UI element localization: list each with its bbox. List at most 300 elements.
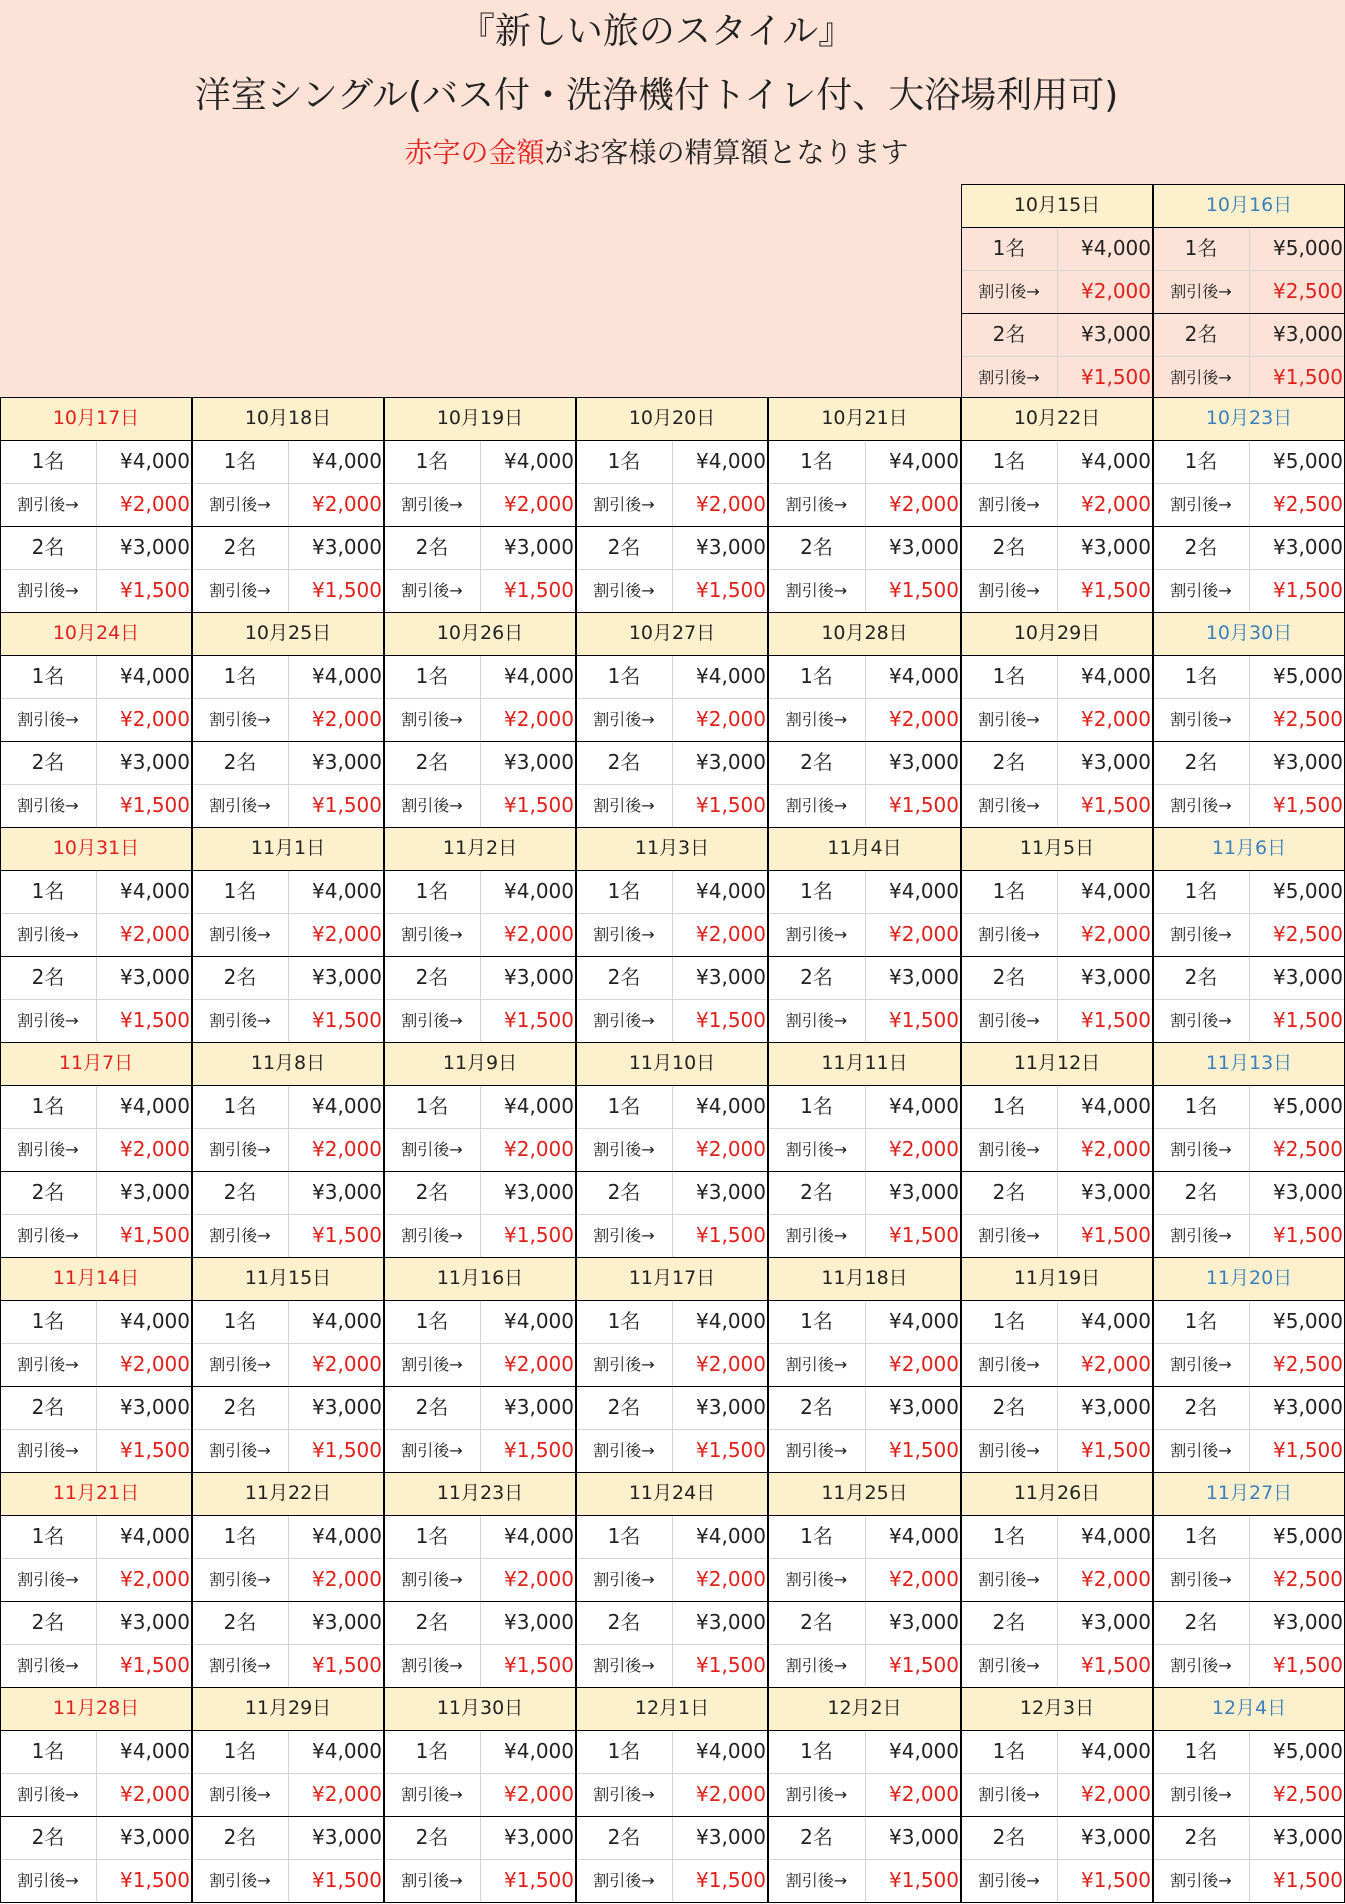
day-border-left [0, 1257, 1, 1472]
one-person-discount-price: ¥2,000 [696, 707, 766, 731]
one-person-discount-price: ¥2,000 [312, 922, 382, 946]
one-person-label: 1名 [1184, 1094, 1218, 1118]
one-person-discount-label: 割引後→ [593, 1785, 655, 1804]
cell-divider [96, 1644, 97, 1687]
date-cell: 10月30日 [1153, 612, 1345, 655]
two-persons-label: 2名 [415, 1180, 449, 1204]
cell-divider [480, 1558, 481, 1601]
one-person-label: 1名 [992, 236, 1026, 260]
row-divider [1153, 313, 1345, 314]
cell-divider [288, 1859, 289, 1902]
row-divider-light [961, 483, 1153, 484]
cell-divider [1249, 1214, 1250, 1257]
cell-divider [480, 440, 481, 483]
cell-divider [1057, 1085, 1058, 1128]
date-cell: 11月30日 [384, 1687, 576, 1730]
row-divider-light [961, 1429, 1153, 1430]
row-divider [768, 956, 961, 957]
one-person-discount-price: ¥2,000 [120, 1137, 190, 1161]
day-border-top [384, 827, 576, 828]
two-persons-label: 2名 [992, 750, 1026, 774]
day-border-top [961, 1042, 1153, 1043]
two-persons-discount-label: 割引後→ [209, 1441, 271, 1460]
one-person-price: ¥4,000 [120, 1739, 190, 1763]
row-divider-light [384, 569, 576, 570]
two-persons-discount-price: ¥1,500 [312, 1868, 382, 1892]
one-person-discount-price: ¥2,000 [312, 1137, 382, 1161]
cell-divider [1057, 1773, 1058, 1816]
cell-divider [288, 956, 289, 999]
day-border-left [1153, 827, 1154, 1042]
one-person-label: 1名 [415, 1739, 449, 1763]
two-persons-price: ¥3,000 [1273, 750, 1343, 774]
day-border-left [961, 1687, 962, 1902]
two-persons-label: 2名 [1184, 322, 1218, 346]
date-cell: 12月3日 [961, 1687, 1153, 1730]
two-persons-discount-label: 割引後→ [785, 1441, 848, 1460]
cell-divider [672, 1558, 673, 1601]
day-border-left [384, 612, 385, 827]
date-cell: 11月5日 [961, 827, 1153, 870]
one-person-discount-label: 割引後→ [17, 1140, 79, 1159]
row-divider [768, 655, 961, 656]
one-person-discount-label: 割引後→ [593, 495, 655, 514]
two-persons-discount-price: ¥1,500 [696, 578, 766, 602]
cell-divider [96, 913, 97, 956]
two-persons-price: ¥3,000 [696, 750, 766, 774]
one-person-price: ¥4,000 [504, 879, 574, 903]
row-divider [1153, 1816, 1345, 1817]
one-person-price: ¥4,000 [889, 1739, 959, 1763]
two-persons-price: ¥3,000 [120, 1395, 190, 1419]
one-person-discount-price: ¥2,000 [504, 1782, 574, 1806]
two-persons-price: ¥3,000 [312, 1395, 382, 1419]
cell-divider [865, 870, 866, 913]
one-person-label: 1名 [607, 1094, 641, 1118]
row-divider-light [192, 1644, 384, 1645]
day-border-left [576, 1687, 577, 1902]
one-person-discount-label: 割引後→ [1170, 1785, 1232, 1804]
day-border-left [0, 1042, 1, 1257]
row-divider-light [961, 356, 1153, 357]
row-divider [576, 1386, 768, 1387]
one-person-discount-price: ¥2,000 [504, 1567, 574, 1591]
day-border-top [768, 1687, 961, 1688]
cell-divider [480, 526, 481, 569]
two-persons-label: 2名 [800, 1395, 833, 1419]
cell-divider [96, 870, 97, 913]
one-person-price: ¥4,000 [889, 664, 959, 688]
row-divider-light [768, 1644, 961, 1645]
cell-divider [865, 956, 866, 999]
cell-divider [288, 1300, 289, 1343]
one-person-label: 1名 [223, 879, 257, 903]
two-persons-discount-label: 割引後→ [17, 1226, 79, 1245]
two-persons-price: ¥3,000 [504, 965, 574, 989]
day-border-top [0, 612, 192, 613]
cell-divider [480, 870, 481, 913]
row-divider [961, 1386, 1153, 1387]
one-person-price: ¥4,000 [312, 879, 382, 903]
cell-divider [672, 1859, 673, 1902]
two-persons-price: ¥3,000 [312, 1180, 382, 1204]
row-divider-light [1153, 1644, 1345, 1645]
cell-divider [1249, 1343, 1250, 1386]
cell-divider [96, 1343, 97, 1386]
one-person-price: ¥4,000 [504, 664, 574, 688]
day-border-top [961, 184, 1153, 185]
cell-divider [480, 698, 481, 741]
cell-divider [480, 483, 481, 526]
one-person-discount-label: 割引後→ [978, 1140, 1040, 1159]
day-border-top [961, 397, 1153, 398]
row-divider-light [576, 569, 768, 570]
two-persons-discount-price: ¥1,500 [1273, 1008, 1343, 1032]
one-person-discount-label: 割引後→ [209, 1785, 271, 1804]
row-divider-light [384, 1214, 576, 1215]
cell-divider [1249, 1773, 1250, 1816]
cell-divider [96, 655, 97, 698]
row-divider-light [384, 1429, 576, 1430]
row-divider-light [384, 999, 576, 1000]
day-border-left [0, 612, 1, 827]
two-persons-discount-label: 割引後→ [17, 1656, 79, 1675]
cell-divider [672, 1644, 673, 1687]
date-cell: 11月21日 [0, 1472, 192, 1515]
date-cell: 10月20日 [576, 397, 768, 440]
cell-divider [1057, 270, 1058, 313]
one-person-discount-label: 割引後→ [978, 1355, 1040, 1374]
one-person-label: 1名 [415, 879, 449, 903]
two-persons-price: ¥3,000 [120, 1180, 190, 1204]
one-person-price: ¥5,000 [1273, 1094, 1343, 1118]
row-divider-light [192, 483, 384, 484]
row-divider-light [768, 1859, 961, 1860]
row-divider-light [1153, 483, 1345, 484]
cell-divider [288, 698, 289, 741]
cell-divider [480, 1300, 481, 1343]
one-person-discount-label: 割引後→ [17, 710, 79, 729]
cell-divider [672, 440, 673, 483]
row-divider [576, 870, 768, 871]
one-person-price: ¥4,000 [889, 1094, 959, 1118]
cell-divider [1249, 313, 1250, 356]
two-persons-discount-label: 割引後→ [401, 1441, 463, 1460]
two-persons-label: 2名 [607, 1610, 641, 1634]
cell-divider [1249, 1171, 1250, 1214]
row-divider-light [768, 483, 961, 484]
two-persons-discount-price: ¥1,500 [504, 578, 574, 602]
cell-divider [288, 1816, 289, 1859]
cell-divider [1249, 1644, 1250, 1687]
one-person-price: ¥4,000 [504, 449, 574, 473]
one-person-discount-label: 割引後→ [785, 1355, 848, 1374]
day-border-top [961, 827, 1153, 828]
cell-divider [288, 1558, 289, 1601]
one-person-price: ¥4,000 [504, 1309, 574, 1333]
cell-divider [1057, 569, 1058, 612]
one-person-price: ¥4,000 [889, 1524, 959, 1548]
two-persons-discount-price: ¥1,500 [696, 793, 766, 817]
day-border-top [1153, 184, 1345, 185]
one-person-discount-price: ¥2,000 [1081, 279, 1151, 303]
cell-divider [480, 913, 481, 956]
one-person-discount-price: ¥2,000 [889, 492, 959, 516]
one-person-price: ¥5,000 [1273, 449, 1343, 473]
row-divider-light [384, 1859, 576, 1860]
one-person-label: 1名 [31, 1094, 65, 1118]
two-persons-price: ¥3,000 [889, 1395, 959, 1419]
two-persons-discount-price: ¥1,500 [889, 1008, 959, 1032]
day-border-left [1153, 397, 1154, 612]
one-person-price: ¥5,000 [1273, 664, 1343, 688]
cell-divider [480, 1386, 481, 1429]
cell-divider [1057, 1386, 1058, 1429]
row-divider-light [1153, 1773, 1345, 1774]
date-cell: 11月16日 [384, 1257, 576, 1300]
two-persons-price: ¥3,000 [1081, 965, 1151, 989]
two-persons-label: 2名 [992, 322, 1026, 346]
cell-divider [1249, 698, 1250, 741]
one-person-discount-price: ¥2,000 [889, 707, 959, 731]
one-person-discount-price: ¥2,500 [1273, 279, 1343, 303]
row-divider [961, 741, 1153, 742]
one-person-discount-price: ¥2,000 [696, 1782, 766, 1806]
row-divider-light [576, 1644, 768, 1645]
day-border-left [961, 612, 962, 827]
two-persons-discount-price: ¥1,500 [312, 578, 382, 602]
two-persons-price: ¥3,000 [312, 1610, 382, 1634]
cell-divider [1249, 270, 1250, 313]
date-cell: 11月3日 [576, 827, 768, 870]
row-divider-light [576, 698, 768, 699]
date-cell: 11月23日 [384, 1472, 576, 1515]
day-border-bottom [384, 1902, 576, 1903]
row-divider [961, 956, 1153, 957]
cell-divider [96, 1816, 97, 1859]
cell-divider [1057, 870, 1058, 913]
date-cell: 11月20日 [1153, 1257, 1345, 1300]
day-border-bottom [961, 1902, 1153, 1903]
row-divider [0, 526, 192, 527]
cell-divider [96, 1386, 97, 1429]
one-person-label: 1名 [415, 1094, 449, 1118]
row-divider [961, 1085, 1153, 1086]
cell-divider [1057, 999, 1058, 1042]
one-person-label: 1名 [1184, 1739, 1218, 1763]
one-person-label: 1名 [800, 1739, 833, 1763]
two-persons-discount-price: ¥1,500 [1081, 1223, 1151, 1247]
one-person-label: 1名 [1184, 879, 1218, 903]
cell-divider [1249, 870, 1250, 913]
two-persons-discount-label: 割引後→ [593, 1011, 655, 1030]
date-cell: 10月19日 [384, 397, 576, 440]
date-cell: 10月16日 [1153, 184, 1345, 227]
one-person-discount-label: 割引後→ [978, 1570, 1040, 1589]
two-persons-discount-price: ¥1,500 [504, 793, 574, 817]
two-persons-discount-price: ¥1,500 [120, 1223, 190, 1247]
one-person-discount-price: ¥2,000 [1081, 1352, 1151, 1376]
cell-divider [1057, 356, 1058, 399]
day-border-left [192, 612, 193, 827]
day-border-top [384, 1257, 576, 1258]
day-border-top [768, 397, 961, 398]
row-divider [576, 1171, 768, 1172]
one-person-label: 1名 [992, 664, 1026, 688]
day-border-top [768, 1257, 961, 1258]
two-persons-discount-label: 割引後→ [593, 1441, 655, 1460]
two-persons-discount-label: 割引後→ [978, 1226, 1040, 1245]
row-divider-light [768, 1558, 961, 1559]
date-cell: 11月8日 [192, 1042, 384, 1085]
one-person-discount-label: 割引後→ [978, 1785, 1040, 1804]
cell-divider [1057, 1300, 1058, 1343]
two-persons-discount-label: 割引後→ [978, 1871, 1040, 1890]
date-cell: 10月28日 [768, 612, 961, 655]
two-persons-discount-label: 割引後→ [1170, 1441, 1232, 1460]
day-border-bottom [192, 1902, 384, 1903]
one-person-label: 1名 [992, 1524, 1026, 1548]
cell-divider [865, 1171, 866, 1214]
one-person-discount-price: ¥2,000 [889, 1352, 959, 1376]
cell-divider [672, 1515, 673, 1558]
row-divider [576, 655, 768, 656]
one-person-label: 1名 [223, 664, 257, 688]
date-cell: 10月21日 [768, 397, 961, 440]
one-person-discount-label: 割引後→ [17, 1785, 79, 1804]
day-border-left [192, 1472, 193, 1687]
two-persons-discount-label: 割引後→ [978, 1656, 1040, 1675]
two-persons-discount-price: ¥1,500 [504, 1868, 574, 1892]
cell-divider [865, 569, 866, 612]
two-persons-label: 2名 [992, 1825, 1026, 1849]
day-border-top [0, 1472, 192, 1473]
cell-divider [865, 655, 866, 698]
one-person-discount-label: 割引後→ [978, 925, 1040, 944]
cell-divider [288, 1601, 289, 1644]
day-border-top [961, 1472, 1153, 1473]
two-persons-label: 2名 [800, 1180, 833, 1204]
row-divider [961, 1515, 1153, 1516]
cell-divider [1057, 1644, 1058, 1687]
two-persons-label: 2名 [992, 1180, 1026, 1204]
row-divider [961, 1300, 1153, 1301]
day-border-top [1153, 1257, 1345, 1258]
row-divider [384, 1171, 576, 1172]
date-cell: 11月15日 [192, 1257, 384, 1300]
day-border-left [768, 612, 769, 827]
one-person-label: 1名 [223, 1739, 257, 1763]
two-persons-price: ¥3,000 [504, 1825, 574, 1849]
day-border-left [768, 1257, 769, 1472]
one-person-price: ¥4,000 [1081, 879, 1151, 903]
two-persons-discount-label: 割引後→ [17, 581, 79, 600]
row-divider [961, 1171, 1153, 1172]
one-person-label: 1名 [31, 879, 65, 903]
date-cell: 11月17日 [576, 1257, 768, 1300]
one-person-label: 1名 [992, 449, 1026, 473]
two-persons-label: 2名 [1184, 965, 1218, 989]
one-person-discount-price: ¥2,000 [889, 1782, 959, 1806]
day-border-top [0, 1687, 192, 1688]
row-divider [1153, 1515, 1345, 1516]
one-person-discount-label: 割引後→ [401, 495, 463, 514]
day-border-top [0, 1042, 192, 1043]
day-border-top [384, 1042, 576, 1043]
day-border-left [576, 1042, 577, 1257]
row-divider-light [0, 569, 192, 570]
row-divider-light [1153, 784, 1345, 785]
one-person-label: 1名 [223, 1524, 257, 1548]
row-divider [384, 1085, 576, 1086]
row-divider [768, 1386, 961, 1387]
date-cell: 10月22日 [961, 397, 1153, 440]
two-persons-discount-price: ¥1,500 [1273, 1223, 1343, 1247]
two-persons-discount-label: 割引後→ [978, 1441, 1040, 1460]
one-person-discount-price: ¥2,000 [120, 707, 190, 731]
one-person-discount-price: ¥2,000 [504, 707, 574, 731]
two-persons-discount-price: ¥1,500 [889, 793, 959, 817]
date-cell: 10月27日 [576, 612, 768, 655]
row-divider-light [1153, 1128, 1345, 1129]
cell-divider [865, 1214, 866, 1257]
cell-divider [1057, 1515, 1058, 1558]
row-divider-light [576, 1429, 768, 1430]
cell-divider [672, 1171, 673, 1214]
two-persons-label: 2名 [607, 1180, 641, 1204]
date-cell: 11月11日 [768, 1042, 961, 1085]
cell-divider [865, 1429, 866, 1472]
two-persons-discount-label: 割引後→ [785, 581, 848, 600]
price-note-red: 赤字の金額 [404, 136, 545, 169]
one-person-discount-price: ¥2,000 [1081, 922, 1151, 946]
one-person-price: ¥4,000 [696, 1094, 766, 1118]
two-persons-price: ¥3,000 [1081, 1395, 1151, 1419]
row-divider [1153, 1601, 1345, 1602]
date-cell: 11月13日 [1153, 1042, 1345, 1085]
row-divider-light [768, 1429, 961, 1430]
one-person-discount-label: 割引後→ [593, 1140, 655, 1159]
two-persons-label: 2名 [992, 1395, 1026, 1419]
one-person-discount-label: 割引後→ [785, 495, 848, 514]
day-border-top [0, 397, 192, 398]
cell-divider [480, 1171, 481, 1214]
cell-divider [96, 698, 97, 741]
one-person-label: 1名 [223, 1094, 257, 1118]
two-persons-discount-label: 割引後→ [978, 796, 1040, 815]
one-person-discount-price: ¥2,000 [312, 492, 382, 516]
cell-divider [96, 1214, 97, 1257]
day-border-left [961, 1257, 962, 1472]
one-person-price: ¥4,000 [120, 664, 190, 688]
row-divider-light [961, 270, 1153, 271]
two-persons-discount-label: 割引後→ [785, 796, 848, 815]
row-divider-light [384, 1644, 576, 1645]
cell-divider [1249, 569, 1250, 612]
one-person-discount-label: 割引後→ [1170, 710, 1232, 729]
cell-divider [1249, 999, 1250, 1042]
cell-divider [1057, 1730, 1058, 1773]
one-person-discount-price: ¥2,500 [1273, 707, 1343, 731]
cell-divider [865, 1644, 866, 1687]
cell-divider [96, 1859, 97, 1902]
cell-divider [1249, 1429, 1250, 1472]
two-persons-discount-label: 割引後→ [401, 1656, 463, 1675]
two-persons-discount-label: 割引後→ [209, 1226, 271, 1245]
day-border-left [0, 1687, 1, 1902]
one-person-discount-price: ¥2,000 [1081, 492, 1151, 516]
row-divider [192, 1515, 384, 1516]
